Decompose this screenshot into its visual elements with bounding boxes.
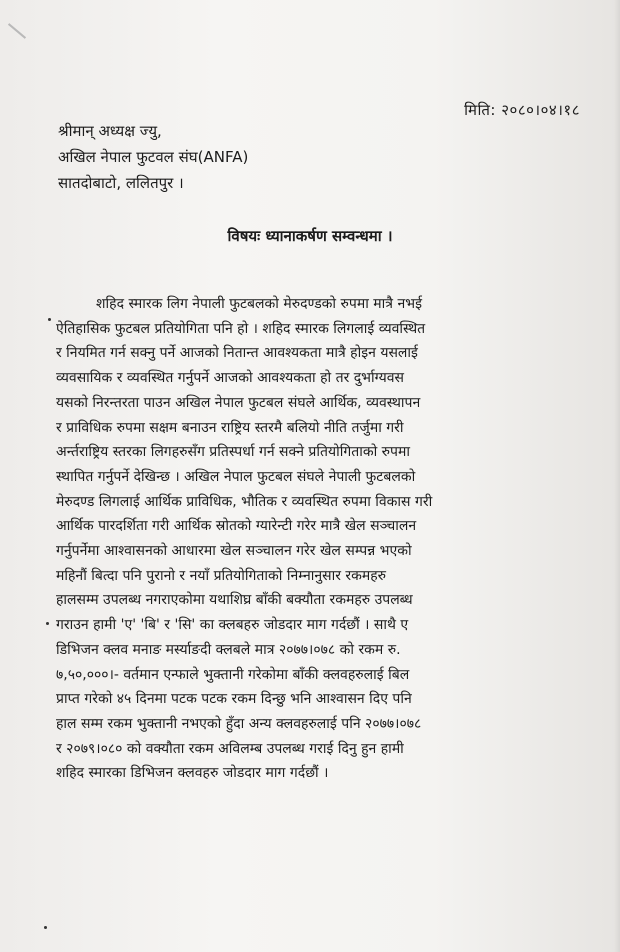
paper-edge-shadow bbox=[614, 0, 620, 952]
letter-subject: विषयः ध्यानाकर्षण सम्वन्धमा । bbox=[227, 227, 393, 245]
letter-date: मिति: २०८०।०४।१८ bbox=[464, 101, 580, 119]
body-line: ऐतिहासिक फुटबल प्रतियोगिता पनि हो । शहिद स्मारक लिगलाई व्यवस्थित bbox=[56, 320, 426, 337]
body-line: व्यवसायिक र व्यवस्थित गर्नुपर्ने आजको आवश्यकता हो तर दुर्भाग्यवस bbox=[56, 370, 404, 387]
letter-body bbox=[56, 292, 584, 786]
body-line: यसको निरन्तरता पाउन अखिल नेपाल फुटबल संघले आर्थिक, व्यवस्थापन bbox=[56, 394, 421, 411]
paper-fold-mark bbox=[8, 23, 26, 39]
margin-dot bbox=[46, 622, 49, 625]
margin-dot bbox=[44, 926, 47, 929]
body-line: र नियमित गर्न सक्नु पर्ने आजको नितान्त आवश्यकता मात्रै होइन यसलाई bbox=[56, 345, 418, 362]
body-line: ७,५०,०००।- वर्तमान एन्फाले भुक्तानी गरेकोमा बाँकी क्लवहरुलाई बिल bbox=[56, 666, 410, 683]
recipient-organization: अखिल नेपाल फुटवल संघ(ANFA) bbox=[58, 148, 249, 166]
recipient-location: सातदोबाटो, ललितपुर । bbox=[58, 174, 184, 192]
margin-dot bbox=[48, 318, 51, 321]
body-line: मेरुदण्ड लिगलाई आर्थिक प्राविधिक, भौतिक र व्यवस्थित रुपमा विकास गरी bbox=[56, 493, 433, 510]
body-line: हाल सम्म रकम भुक्तानी नभएको हुँदा अन्य क्लवहरुलाई पनि २०७७।०७८ bbox=[56, 715, 422, 732]
recipient-title: श्रीमान् अध्यक्ष ज्यु, bbox=[58, 122, 162, 140]
body-line: स्थापित गर्नुपर्ने देखिन्छ । अखिल नेपाल फुटबल संघले नेपाली फुटबलको bbox=[56, 468, 416, 485]
body-line: हालसम्म उपलब्ध नगराएकोमा यथाशिघ्र बाँकी बक्यौता रकमहरु उपलब्ध bbox=[56, 592, 413, 609]
body-line: र २०७९।०८० को वक्यौता रकम अविलम्ब उपलब्ध गराई दिनु हुन हामी bbox=[56, 740, 404, 757]
body-line: शहिद स्मारक लिग नेपाली फुटबलको मेरुदण्डको रुपमा मात्रै नभई bbox=[96, 296, 422, 312]
body-line: गराउन हामी 'ए' 'बि' र 'सि' का क्लबहरु जोडदार माग गर्दछौं । साथै ए bbox=[56, 617, 409, 634]
body-line: र प्राविधिक रुपमा सक्षम बनाउन राष्ट्रिय स्तरमै बलियो नीति तर्जुमा गरी bbox=[56, 419, 404, 436]
body-line: गर्नुपर्नेमा आश्वासनको आधारमा खेल सञ्चालन गरेर खेल सम्पन्न भएको bbox=[56, 543, 412, 560]
body-line: आर्थिक पारदर्शिता गरी आर्थिक स्रोतको ग्यारेन्टी गरेर मात्रै खेल सञ्चालन bbox=[56, 518, 417, 535]
body-line: अर्न्तराष्ट्रिय स्तरका लिगहरुसँग प्रतिस्पर्धा गर्न सक्ने प्रतियोगिताको रुपमा bbox=[56, 444, 410, 461]
body-line: महिनौं बित्दा पनि पुरानो र नयाँ प्रतियोगिताको निम्नानुसार रकमहरु bbox=[56, 567, 387, 584]
body-line: शहिद स्मारका डिभिजन क्लवहरु जोडदार माग गर्दछौं । bbox=[56, 765, 329, 782]
recipient-address bbox=[58, 118, 248, 196]
body-line: डिभिजन क्लव मनाङ मर्स्याङदी क्लबले मात्र २०७७।०७८ को रकम रु. bbox=[56, 641, 401, 658]
body-line: प्राप्त गरेको ४५ दिनमा पटक पटक रकम दिन्छु भनि आश्वासन दिए पनि bbox=[56, 691, 412, 708]
